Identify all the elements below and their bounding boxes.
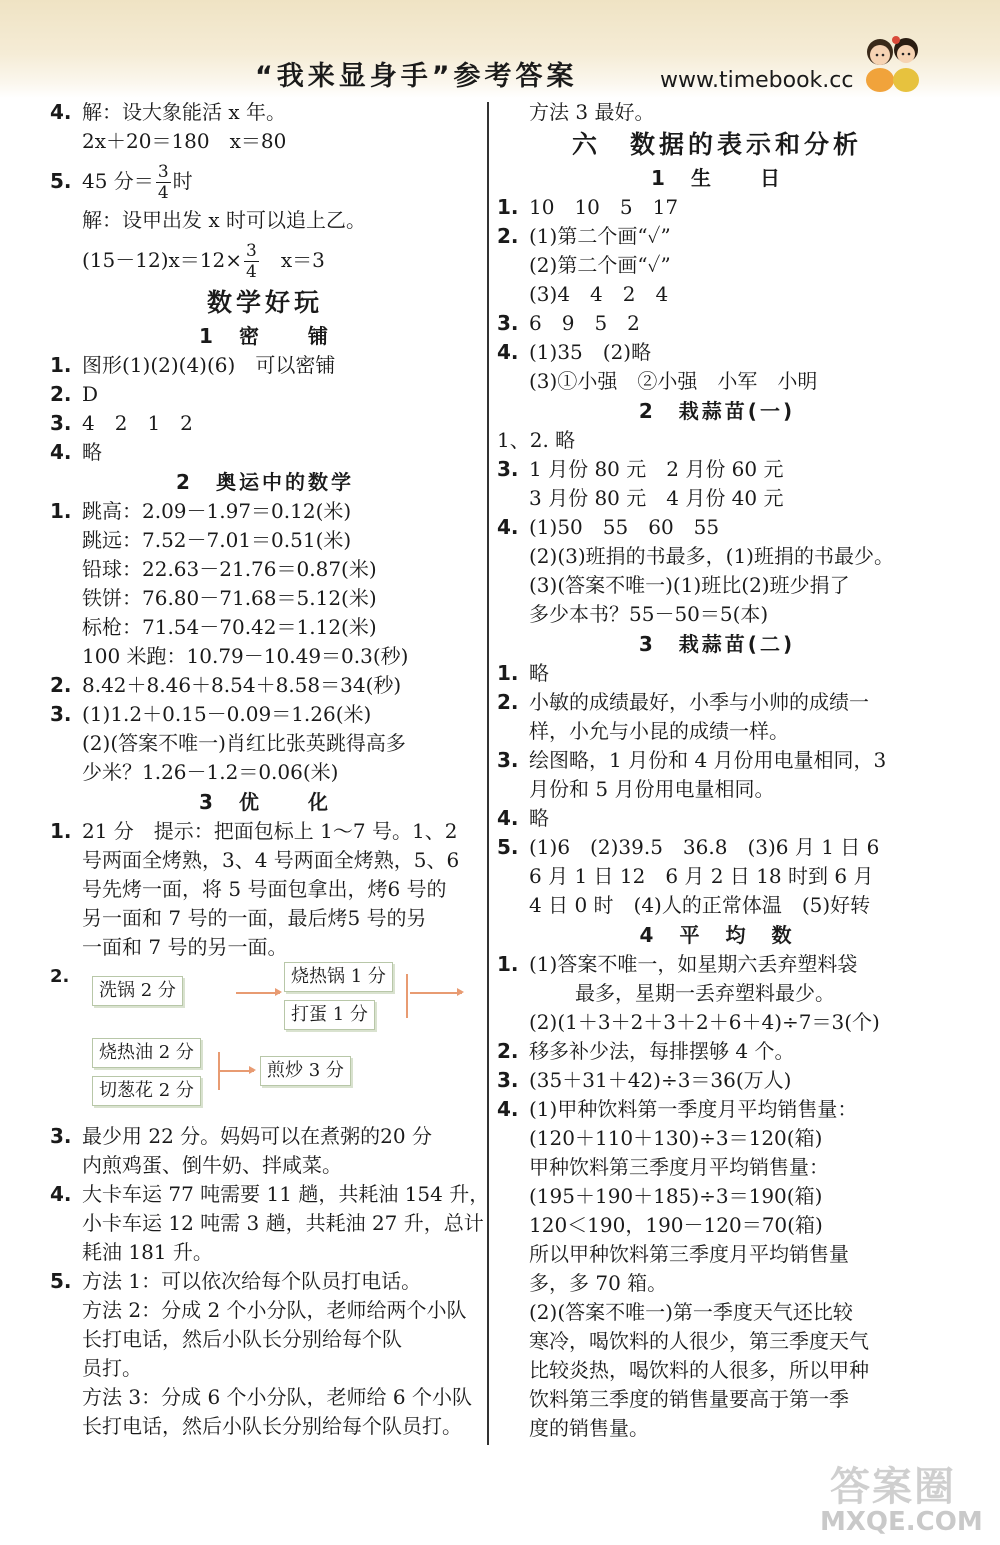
lesson-heading: 1 生 日	[651, 166, 783, 190]
item-number: 1.	[50, 353, 72, 377]
answer-text: 绘图略，1 月份和 4 月份用电量相同，3	[529, 748, 887, 772]
answer-text: 略	[529, 806, 549, 830]
answer-text: 多，多 70 箱。	[529, 1271, 668, 1295]
answer-text: 长打电话，然后小队长分别给每个队	[82, 1327, 402, 1351]
answer-line	[497, 367, 937, 396]
item-number: 1.	[497, 952, 519, 976]
answer-line	[497, 1153, 937, 1182]
answer-text: 大卡车运 77 吨需要 11 趟，共耗油 154 升，	[82, 1182, 490, 1206]
answer-text: (35＋31＋42)÷3＝36(万人)	[529, 1068, 792, 1092]
answer-line	[50, 526, 480, 555]
flow-box-beat-egg: 打蛋 1 分	[284, 1000, 375, 1030]
item-number: 3.	[497, 457, 519, 481]
answer-text: 10 10 5 17	[529, 195, 679, 219]
answer-line	[50, 1209, 484, 1238]
answer-text: 1 月份 80 元 2 月份 60 元	[529, 457, 784, 481]
column-divider	[487, 102, 489, 1445]
answer-line	[497, 222, 937, 251]
flow-arrow	[236, 992, 280, 994]
flow-box-stir-fry: 煎炒 3 分	[260, 1056, 351, 1086]
answer-text: 月份和 5 月份用电量相同。	[529, 777, 775, 801]
answer-line	[497, 1240, 937, 1269]
answer-line	[50, 1180, 490, 1209]
answer-line	[50, 1238, 480, 1267]
answer-text: 另一面和 7 号的一面，最后烤5 号的另	[82, 906, 427, 930]
answer-line	[497, 804, 937, 833]
answer-line	[497, 1008, 937, 1037]
fraction-denominator: 4	[157, 183, 169, 203]
answer-line	[50, 380, 480, 409]
answer-line	[50, 409, 480, 438]
answer-line	[497, 571, 937, 600]
answer-text: (1)甲种饮料第一季度月平均销售量：	[529, 1097, 858, 1121]
answer-line	[497, 193, 937, 222]
answer-line	[50, 1122, 480, 1151]
answer-line	[50, 1383, 480, 1412]
answer-text: (3)4 4 2 4	[529, 282, 669, 306]
answer-text: 跳远：7.52－7.01＝0.51(米)	[82, 528, 352, 552]
item-number: 3.	[50, 411, 72, 435]
site-url[interactable]: www.timebook.cc	[660, 68, 854, 93]
section-heading: 数学好玩	[206, 288, 323, 317]
answer-line	[497, 338, 937, 367]
answer-line	[497, 717, 937, 746]
answer-text: 最多，星期一丢弃塑料最少。	[575, 981, 835, 1005]
item-number: 5.	[50, 169, 72, 193]
answer-line	[497, 309, 937, 338]
item-number: 5.	[497, 835, 519, 859]
answer-line	[50, 671, 480, 700]
answer-line	[50, 1296, 480, 1325]
answer-line	[50, 875, 480, 904]
answer-line	[497, 1385, 937, 1414]
answer-text: (2)(1＋3＋2＋3＋2＋6＋4)÷7＝3(个)	[529, 1010, 880, 1034]
answer-line	[50, 729, 480, 758]
fraction	[156, 162, 171, 203]
answer-text: 铅球：22.63－21.76＝0.87(米)	[82, 557, 377, 581]
flow-box-heat-pot: 烧热锅 1 分	[284, 962, 393, 992]
lesson-heading: 2 栽蒜苗(一)	[638, 399, 796, 423]
item-number: 3.	[497, 311, 519, 335]
answer-text: 度的销售量。	[529, 1416, 649, 1440]
item-number: 4.	[497, 340, 519, 364]
answer-text: (195＋190＋185)÷3＝190(箱)	[529, 1184, 823, 1208]
answer-line	[497, 891, 937, 920]
answer-line	[50, 584, 480, 613]
item-number: 5.	[50, 1269, 72, 1293]
answer-line	[50, 1354, 480, 1383]
answer-line	[50, 817, 480, 846]
item-number: 3.	[50, 1124, 72, 1148]
answer-text: 6 9 5 2	[529, 311, 640, 335]
answer-line	[497, 1066, 937, 1095]
answer-text: 解：设甲出发 x 时可以追上乙。	[82, 208, 366, 232]
answer-line	[50, 1267, 480, 1296]
answer-text: 小卡车运 12 吨需 3 趟，共耗油 27 升，总计	[82, 1211, 484, 1235]
page-header	[0, 0, 1000, 98]
answer-line	[497, 1356, 937, 1385]
answer-text: 一面和 7 号的另一面。	[82, 935, 288, 959]
page-title: “我来显身手”参考答案	[255, 61, 578, 92]
answer-line	[497, 1414, 937, 1443]
answer-text: 内煎鸡蛋、倒牛奶、拌咸菜。	[82, 1153, 342, 1177]
answer-line	[497, 1327, 937, 1356]
item-number: 3.	[497, 748, 519, 772]
item-number: 3.	[50, 702, 72, 726]
answer-text: 最少用 22 分。妈妈可以在煮粥的20 分	[82, 1124, 432, 1148]
answer-text: (2)(3)班捐的书最多，(1)班捐的书最少。	[529, 544, 894, 568]
answer-line	[50, 206, 480, 235]
item-number: 2.	[497, 1039, 519, 1063]
answer-text: (2)(答案不唯一)肖红比张英跳得高多	[82, 731, 406, 755]
answer-line	[497, 833, 937, 862]
answer-text: (1)35 (2)略	[529, 340, 652, 364]
item-number: 1.	[50, 499, 72, 523]
answer-text: (2)(答案不唯一)第一季度天气还比较	[529, 1300, 853, 1324]
answer-line	[50, 497, 480, 526]
chapter-heading: 六 数据的表示和分析	[571, 130, 862, 159]
answer-text: 1、2. 略	[497, 428, 576, 452]
answer-text: 号两面全烤熟，3、4 号两面全烤熟，5、6	[82, 848, 460, 872]
answer-text: 号先烤一面，将 5 号面包拿出，烤6 号的	[82, 877, 447, 901]
lesson-heading: 3 栽蒜苗(二)	[638, 632, 796, 656]
answer-line	[497, 484, 937, 513]
lesson-heading: 3 优 化	[199, 790, 331, 814]
answer-line	[50, 642, 480, 671]
flow-box-wash-pot: 洗锅 2 分	[92, 976, 183, 1006]
answer-line	[497, 688, 937, 717]
answer-line	[497, 251, 937, 280]
answer-line	[497, 1037, 937, 1066]
answer-line	[497, 950, 937, 979]
answer-text: 6 月 1 日 12 6 月 2 日 18 时到 6 月	[529, 864, 874, 888]
right-column	[497, 98, 937, 1443]
answer-text: 时	[172, 169, 193, 193]
answer-line	[497, 1095, 937, 1124]
watermark-logo-text: 答案圈	[830, 1464, 956, 1510]
answer-line	[497, 98, 937, 127]
answer-line	[50, 156, 480, 206]
answer-line	[50, 700, 480, 729]
answer-text: (120＋110＋130)÷3＝120(箱)	[529, 1126, 823, 1150]
answer-text: (1)50 55 60 55	[529, 515, 720, 539]
answer-line	[50, 1412, 480, 1441]
answer-line	[497, 542, 937, 571]
answer-text: (3)(答案不唯一)(1)班比(2)班少捐了	[529, 573, 850, 597]
answer-line	[497, 746, 937, 775]
answer-text: 方法 3 最好。	[529, 100, 655, 124]
answer-text: 3 月份 80 元 4 月份 40 元	[529, 486, 784, 510]
answer-text: D	[82, 382, 99, 406]
answer-text: 方法 1：可以依次给每个队员打电话。	[82, 1269, 422, 1293]
answer-line	[497, 513, 937, 542]
answer-text: 45 分＝	[82, 169, 154, 193]
answer-text: (1)1.2＋0.15－0.09＝1.26(米)	[82, 702, 372, 726]
answer-line	[497, 979, 937, 1008]
answer-text: 移多补少法，每排摆够 4 个。	[529, 1039, 795, 1063]
fraction-numerator: 3	[157, 162, 169, 182]
item-number: 2.	[497, 690, 519, 714]
fraction-numerator: 3	[246, 241, 257, 261]
answer-text: (2)第二个画“✓”	[529, 253, 671, 277]
answer-text: 比较炎热，喝饮料的人很多，所以甲种	[529, 1358, 869, 1382]
answer-line	[497, 1211, 937, 1240]
answer-line	[497, 1298, 937, 1327]
answer-text: 饮料第三季度的销售量要高于第一季	[529, 1387, 849, 1411]
lesson-heading: 1 密 铺	[199, 324, 331, 348]
answer-text: 4 2 1 2	[82, 411, 193, 435]
answer-text: 标枪：71.54－70.42＝1.12(米)	[82, 615, 377, 639]
answer-text: (1)6 (2)39.5 36.8 (3)6 月 1 日 6	[529, 835, 880, 859]
answer-text: 长打电话，然后小队长分别给每个队员打。	[82, 1414, 462, 1438]
answer-text: x＝3	[260, 248, 325, 272]
answer-text: 方法 3：分成 6 个小分队，老师给 6 个小队	[82, 1385, 472, 1409]
answer-line	[497, 1124, 937, 1153]
answer-text: 略	[82, 440, 102, 464]
answer-line	[497, 1269, 937, 1298]
answer-text: (1)第二个画“✓”	[529, 224, 671, 248]
answer-line	[50, 758, 480, 787]
flow-box-cut-onion: 切葱花 2 分	[92, 1076, 201, 1106]
answer-text: (15－12)x＝12×	[82, 248, 242, 272]
cooking-flowchart	[50, 962, 480, 1122]
answer-text: (3)①小强 ②小强 小军 小明	[529, 369, 818, 393]
answer-text: 21 分 提示：把面包标上 1～7 号。1、2	[82, 819, 458, 843]
answer-line	[497, 775, 937, 804]
answer-text: 120＜190，190－120＝70(箱)	[529, 1213, 823, 1237]
answer-text: 多少本书？55－50＝5(本)	[529, 602, 769, 626]
item-number: 1.	[50, 819, 72, 843]
answer-text: 所以甲种饮料第三季度月平均销售量	[529, 1242, 849, 1266]
item-number: 2.	[50, 673, 72, 697]
children-mascot-icon	[858, 30, 928, 94]
answer-text: 小敏的成绩最好，小季与小帅的成绩一	[529, 690, 869, 714]
fraction	[244, 241, 259, 282]
answer-line	[497, 600, 937, 629]
answer-line	[50, 846, 480, 875]
answer-text: 甲种饮料第三季度月平均销售量：	[529, 1155, 829, 1179]
item-number: 3.	[497, 1068, 519, 1092]
flow-bracket	[406, 974, 408, 1018]
item-number: 4.	[50, 1182, 72, 1206]
left-column	[50, 98, 490, 1441]
answer-line	[50, 1325, 480, 1354]
answer-line	[497, 455, 937, 484]
answer-text: 跳高：2.09－1.97＝0.12(米)	[82, 499, 352, 523]
fraction-denominator: 4	[246, 262, 257, 282]
lesson-heading: 2 奥运中的数学	[176, 470, 354, 494]
answer-text: 样，小允与小昆的成绩一样。	[529, 719, 789, 743]
answer-line	[50, 438, 480, 467]
answer-line	[497, 426, 937, 455]
item-number: 1.	[497, 195, 519, 219]
flow-arrow	[410, 992, 462, 994]
item-number: 4.	[497, 515, 519, 539]
answer-line	[50, 904, 480, 933]
site-watermark	[790, 1455, 983, 1540]
answer-line	[50, 613, 480, 642]
answer-text: 员打。	[82, 1356, 142, 1380]
answer-text: 略	[529, 661, 549, 685]
answer-text: 100 米跑：10.79－10.49＝0.3(秒)	[82, 644, 409, 668]
answer-line	[50, 351, 480, 380]
answer-line	[50, 555, 480, 584]
answer-text: 解：设大象能活 x 年。	[82, 100, 286, 124]
answer-text: 寒冷，喝饮料的人很少，第三季度天气	[529, 1329, 869, 1353]
answer-line	[50, 933, 480, 962]
watermark-domain: MXQE.COM	[820, 1507, 983, 1537]
item-number: 2.	[50, 966, 70, 987]
answer-text: 2x＋20＝180 x＝80	[82, 129, 287, 153]
answer-text: 图形(1)(2)(4)(6) 可以密铺	[82, 353, 336, 377]
item-number: 4.	[50, 440, 72, 464]
answer-text: 少米？1.26－1.2＝0.06(米)	[82, 760, 339, 784]
answer-text: (1)答案不唯一，如星期六丢弃塑料袋	[529, 952, 858, 976]
answer-text: 4 日 0 时 (4)人的正常体温 (5)好转	[529, 893, 871, 917]
item-number: 1.	[497, 661, 519, 685]
item-number: 4.	[50, 100, 72, 124]
item-number: 4.	[497, 806, 519, 830]
answer-text: 铁饼：76.80－71.68＝5.12(米)	[82, 586, 377, 610]
answer-text: 8.42＋8.46＋8.54＋8.58＝34(秒)	[82, 673, 402, 697]
answer-line	[497, 862, 937, 891]
answer-line	[497, 659, 937, 688]
answer-line	[50, 1151, 480, 1180]
item-number: 4.	[497, 1097, 519, 1121]
answer-line	[50, 235, 480, 285]
answer-line	[497, 280, 937, 309]
flow-box-heat-oil: 烧热油 2 分	[92, 1038, 201, 1068]
answer-line	[50, 127, 480, 156]
answer-text: 耗油 181 升。	[82, 1240, 213, 1264]
lesson-heading: 4 平 均 数	[639, 923, 795, 947]
item-number: 2.	[50, 382, 72, 406]
answer-line	[497, 1182, 937, 1211]
answer-line	[50, 98, 480, 127]
flow-arrow	[220, 1070, 254, 1072]
item-number: 2.	[497, 224, 519, 248]
answer-text: 方法 2：分成 2 个小分队，老师给两个小队	[82, 1298, 467, 1322]
